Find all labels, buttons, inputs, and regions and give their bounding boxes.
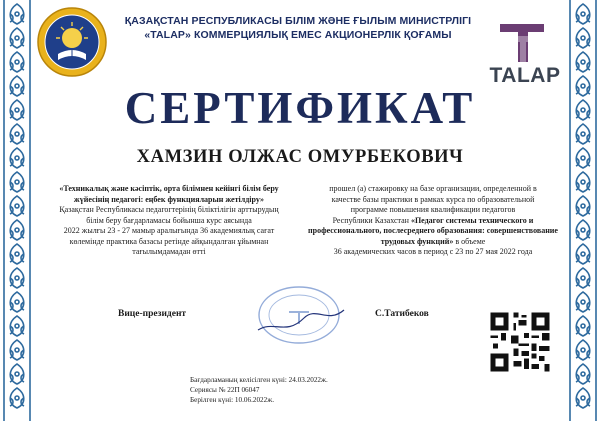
approval-date: Бағдарламаның келісілген күні: 24.03.2022ж. bbox=[190, 376, 328, 384]
right-ornament-border bbox=[566, 0, 600, 421]
body-kz-line-5: тағылымдамадан өтті bbox=[132, 247, 206, 256]
series-number: Сериясы № 22П 06047 bbox=[190, 386, 260, 394]
left-ornament-border bbox=[0, 0, 34, 421]
body-ru-line-5: 36 академических часов в период с 23 по 27 мая 2022 года bbox=[333, 247, 533, 256]
program-title-ru: «Педагог системы технического и профессионального, послесреднего образования: совершенствование трудовых функций» bbox=[308, 215, 558, 246]
body-ru-line-4-suffix: в объеме bbox=[453, 236, 486, 246]
body-kz-line-1: Қазақстан Республикасы педагогтерінің біліктілігін арттырудың bbox=[59, 205, 279, 214]
body-russian bbox=[308, 184, 558, 258]
body-ru-line-2: качестве базы практики в рамках курса по образовательной bbox=[331, 194, 535, 204]
body-kz-line-3: 2022 жылғы 23 - 27 мамыр аралығында 36 академиялық сағат bbox=[63, 226, 275, 235]
qr-code-icon bbox=[488, 310, 552, 374]
program-title-kz: «Техникалық және кәсіптік, орта білімнен кейінгі білім беру жүйесінің педагогі: еңбек функцияларын жетілдіру» bbox=[59, 184, 279, 204]
certificate-footer bbox=[190, 375, 328, 405]
recipient-name: ХАМЗИН ОЛЖАС ОМУРБЕКОВИЧ bbox=[136, 147, 464, 167]
body-kz-line-2: білім беру бағдарламасы бойынша курс аясында bbox=[86, 215, 252, 225]
body-ru-line-4-prefix: Республики Казахстан bbox=[332, 215, 411, 225]
body-ru-line-3: программе повышения квалификации педагогов bbox=[350, 205, 516, 214]
body-kazakh bbox=[44, 184, 294, 258]
ministry-emblem-icon bbox=[36, 6, 108, 78]
signatory-name: С.Татибеков bbox=[375, 309, 429, 319]
company-name: «TALAP» КОММЕРЦИЯЛЫҚ ЕМЕС АКЦИОНЕРЛІК ҚОҒАМЫ bbox=[144, 29, 452, 41]
signatory-position: Вице-президент bbox=[118, 309, 187, 319]
talap-stamp-icon bbox=[244, 280, 354, 350]
body-ru-line-1: прошел (а) стажировку на базе организации, определенной в bbox=[329, 184, 537, 193]
ministry-name: ҚАЗАҚСТАН РЕСПУБЛИКАСЫ БІЛІМ ЖӘНЕ ҒЫЛЫМ МИНИСТРЛІГІ bbox=[124, 15, 472, 27]
organization-header bbox=[108, 14, 488, 42]
certificate-title: СЕРТИФИКАТ bbox=[124, 83, 476, 133]
issue-date: Берілген күні: 10.06.2022ж. bbox=[190, 396, 275, 404]
talap-logo-text: TALAP bbox=[489, 64, 561, 87]
body-kz-line-4: көлемінде практика базасы ретінде айқындалған ұйымнан bbox=[69, 236, 269, 246]
